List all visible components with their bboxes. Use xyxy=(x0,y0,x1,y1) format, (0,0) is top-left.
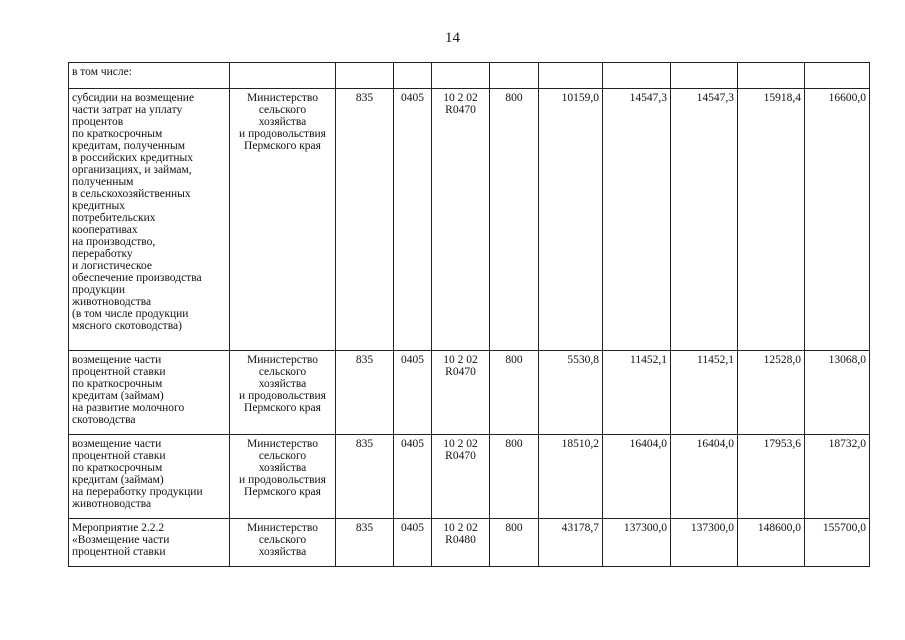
value-cell-1: 10159,0 xyxy=(539,89,603,351)
empty-cell xyxy=(539,63,603,89)
value-cell-5: 155700,0 xyxy=(805,519,870,567)
table-row xyxy=(69,519,870,567)
description-cell: субсидии на возмещение части затрат на уплату процентов по краткосрочным кредитам, полученным в российских кредитных организациях, и займам, полученным в сельскохозяйственных кредитных потребительских кооперативах на производство, переработку и логистическое обеспечение производства продукции животноводства (в том числе продукции мясного скотоводства) xyxy=(69,89,230,351)
value-cell-3: 137300,0 xyxy=(671,519,738,567)
ministry-cell: Министерство сельского хозяйства и продовольствия Пермского края xyxy=(230,435,336,519)
ministry-cell: Министерство сельского хозяйства xyxy=(230,519,336,567)
value-cell-4: 17953,6 xyxy=(738,435,805,519)
value-cell-5: 13068,0 xyxy=(805,351,870,435)
empty-cell xyxy=(432,63,490,89)
empty-cell xyxy=(671,63,738,89)
value-cell-2: 14547,3 xyxy=(603,89,671,351)
value-cell-5: 18732,0 xyxy=(805,435,870,519)
target-article-cell: 10 2 02 R0480 xyxy=(432,519,490,567)
header-cell: в том числе: xyxy=(69,63,230,89)
empty-cell xyxy=(394,63,432,89)
target-article-cell: 10 2 02 R0470 xyxy=(432,435,490,519)
grbs-code-cell: 835 xyxy=(336,89,394,351)
value-cell-2: 16404,0 xyxy=(603,435,671,519)
value-cell-4: 15918,4 xyxy=(738,89,805,351)
description-cell: Мероприятие 2.2.2 «Возмещение части процентной ставки xyxy=(69,519,230,567)
description-cell: возмещение части процентной ставки по краткосрочным кредитам (займам) на развитие молочного скотоводства xyxy=(69,351,230,435)
empty-cell xyxy=(490,63,539,89)
grbs-code-cell: 835 xyxy=(336,351,394,435)
value-cell-3: 11452,1 xyxy=(671,351,738,435)
expense-type-cell: 800 xyxy=(490,519,539,567)
ministry-cell: Министерство сельского хозяйства и продовольствия Пермского края xyxy=(230,89,336,351)
value-cell-2: 137300,0 xyxy=(603,519,671,567)
empty-cell xyxy=(603,63,671,89)
value-cell-1: 43178,7 xyxy=(539,519,603,567)
table-row xyxy=(69,435,870,519)
grbs-code-cell: 835 xyxy=(336,435,394,519)
section-code-cell: 0405 xyxy=(394,351,432,435)
value-cell-1: 5530,8 xyxy=(539,351,603,435)
section-code-cell: 0405 xyxy=(394,519,432,567)
value-cell-4: 148600,0 xyxy=(738,519,805,567)
value-cell-1: 18510,2 xyxy=(539,435,603,519)
section-code-cell: 0405 xyxy=(394,89,432,351)
table-row xyxy=(69,89,870,351)
section-code-cell: 0405 xyxy=(394,435,432,519)
table-row xyxy=(69,351,870,435)
expense-type-cell: 800 xyxy=(490,89,539,351)
empty-cell xyxy=(230,63,336,89)
budget-table xyxy=(68,62,870,567)
expense-type-cell: 800 xyxy=(490,351,539,435)
ministry-cell: Министерство сельского хозяйства и продовольствия Пермского края xyxy=(230,351,336,435)
table-row xyxy=(69,63,870,89)
empty-cell xyxy=(336,63,394,89)
value-cell-3: 16404,0 xyxy=(671,435,738,519)
empty-cell xyxy=(805,63,870,89)
page-number: 14 xyxy=(445,30,460,46)
empty-cell xyxy=(738,63,805,89)
expense-type-cell: 800 xyxy=(490,435,539,519)
target-article-cell: 10 2 02 R0470 xyxy=(432,351,490,435)
value-cell-3: 14547,3 xyxy=(671,89,738,351)
grbs-code-cell: 835 xyxy=(336,519,394,567)
value-cell-2: 11452,1 xyxy=(603,351,671,435)
value-cell-4: 12528,0 xyxy=(738,351,805,435)
description-cell: возмещение части процентной ставки по краткосрочным кредитам (займам) на переработку продукции животноводства xyxy=(69,435,230,519)
value-cell-5: 16600,0 xyxy=(805,89,870,351)
target-article-cell: 10 2 02 R0470 xyxy=(432,89,490,351)
